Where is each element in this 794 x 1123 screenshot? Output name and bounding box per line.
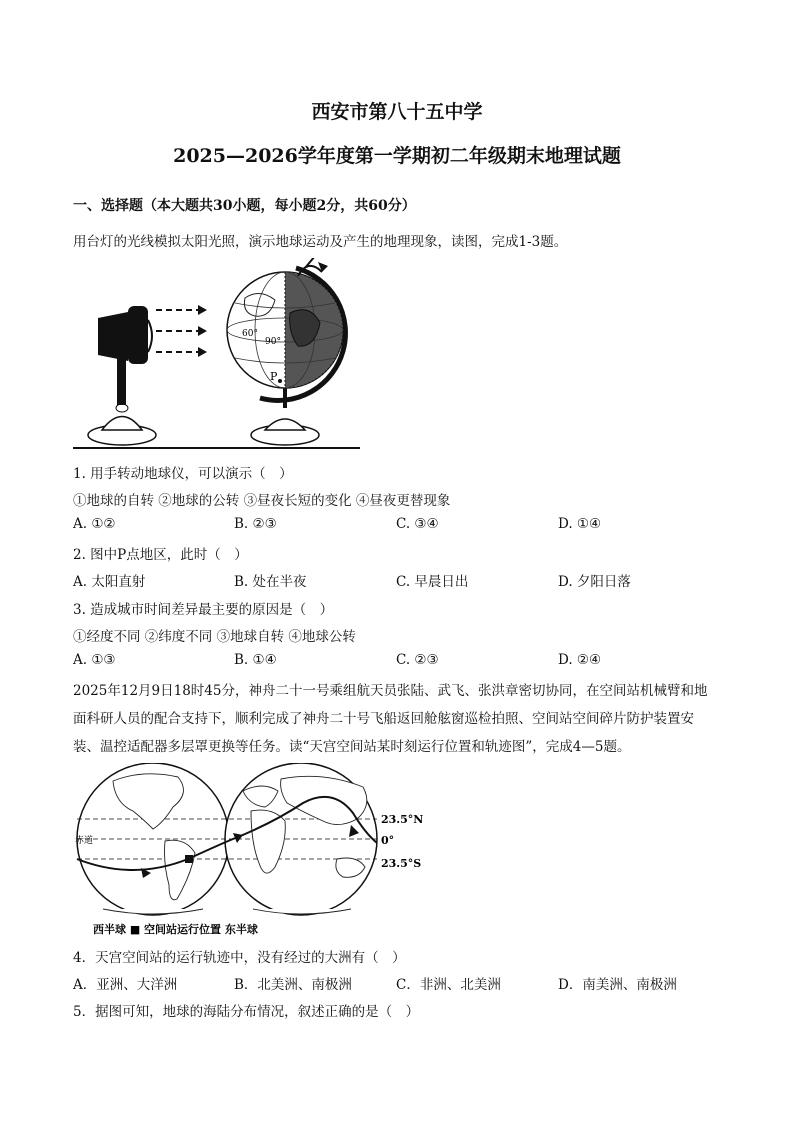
lamp-head <box>98 312 128 361</box>
q2-option-d[interactable]: D. 夕阳日落 <box>558 574 631 590</box>
q5-stem: 5．据图可知，地球的海陆分布情况，叙述正确的是（ ） <box>73 1004 420 1020</box>
lamp-globe-figure <box>70 258 370 453</box>
intro-text-2-line2: 面科研人员的配合支持下，顺利完成了神舟二十号飞船返回舱舷窗巡检拍照、空间站空间碎片防护装置安 <box>73 711 694 727</box>
station-marker <box>185 855 193 863</box>
lat-0-label: 0° <box>381 834 395 847</box>
lat-23n-label: 23.5°N <box>381 813 424 826</box>
q2-option-c[interactable]: C. 早晨日出 <box>396 574 469 590</box>
intro-text-1: 用台灯的光线模拟太阳光照，演示地球运动及产生的地理现象，读图，完成1-3题。 <box>73 234 568 250</box>
point-p <box>278 379 282 383</box>
q3-option-b[interactable]: B. ①④ <box>234 652 277 668</box>
q2-option-a[interactable]: A. 太阳直射 <box>73 574 146 590</box>
q3-stem: 3. 造成城市时间差异最主要的原因是（ ） <box>73 602 334 618</box>
exam-title: 2025—2026学年度第一学期初二年级期末地理试题 <box>173 145 621 167</box>
point-p-label: P <box>270 370 278 383</box>
q3-option-d[interactable]: D. ②④ <box>558 652 602 668</box>
space-station-orbit-figure <box>73 763 433 938</box>
intro-text-2-line1: 2025年12月9日18时45分，神舟二十一号乘组航天员张陆、武飞、张洪章密切协同，在空间站机械臂和地 <box>73 683 708 699</box>
q4-stem: 4．天宫空间站的运行轨迹中，没有经过的大洲有（ ） <box>73 950 406 966</box>
q1-option-a[interactable]: A. ①② <box>73 516 116 532</box>
q1-option-d[interactable]: D. ①④ <box>558 516 602 532</box>
light-arrows <box>156 310 198 352</box>
equator-label: 赤道 <box>75 836 94 846</box>
q4-option-c[interactable]: C．非洲、北美洲 <box>396 977 501 993</box>
intro-text-2-line3: 装、温控适配器多层罩更换等任务。读“天宫空间站某时刻运行位置和轨迹图”，完成4—5题。 <box>73 739 631 755</box>
q2-option-b[interactable]: B. 处在半夜 <box>234 574 307 590</box>
q1-option-c[interactable]: C. ③④ <box>396 516 439 532</box>
label-60: 60° <box>242 329 258 339</box>
school-name: 西安市第八十五中学 <box>311 101 483 123</box>
q1-option-b[interactable]: B. ②③ <box>234 516 277 532</box>
lat-23s-label: 23.5°S <box>381 857 422 870</box>
section-heading: 一、选择题（本大题共30小题，每小题2分，共60分） <box>73 198 416 214</box>
q3-option-c[interactable]: C. ②③ <box>396 652 439 668</box>
figure-caption: 西半球 ■ 空间站运行位置 东半球 <box>93 923 258 936</box>
q4-option-b[interactable]: B．北美洲、南极洲 <box>234 977 352 993</box>
q3-option-a[interactable]: A. ①③ <box>73 652 116 668</box>
q1-statement: ①地球的自转 ②地球的公转 ③昼夜长短的变化 ④昼夜更替现象 <box>73 493 451 509</box>
q1-stem: 1. 用手转动地球仪，可以演示（ ） <box>73 466 293 482</box>
q2-stem: 2. 图中P点地区，此时（ ） <box>73 547 248 563</box>
q4-option-d[interactable]: D．南美洲、南极洲 <box>558 977 677 993</box>
label-90: 90° <box>265 337 281 347</box>
q4-option-a[interactable]: A．亚洲、大洋洲 <box>73 977 178 993</box>
q3-statement: ①经度不同 ②纬度不同 ③地球自转 ④地球公转 <box>73 629 356 645</box>
